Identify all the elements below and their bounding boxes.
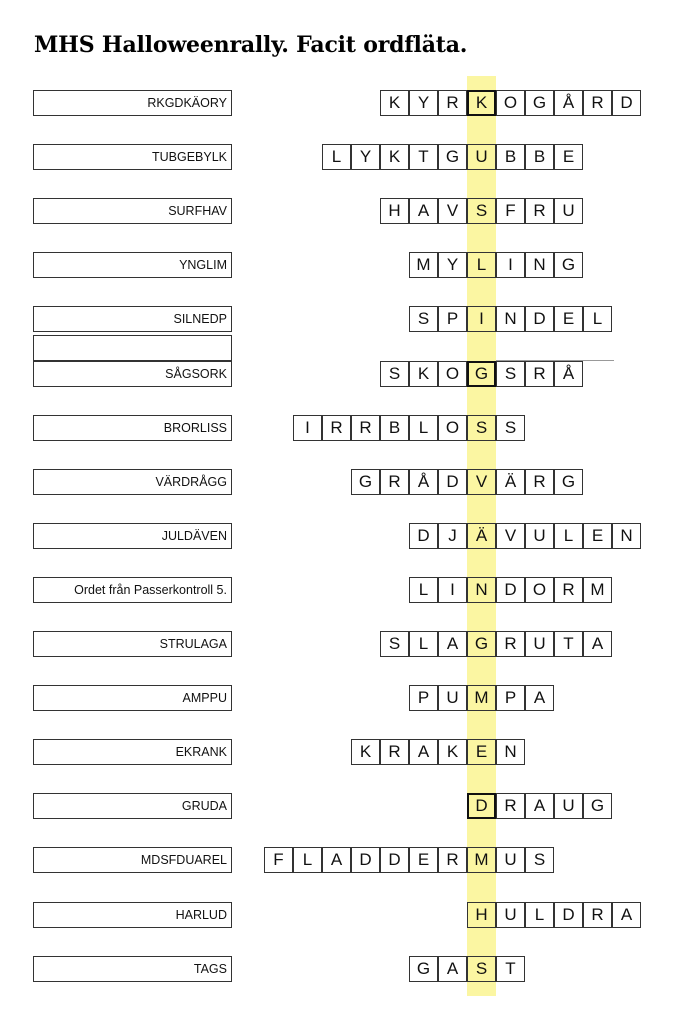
key-letter-cell: G <box>467 631 496 657</box>
letter-cell: L <box>409 415 438 441</box>
letter-cell: L <box>583 306 612 332</box>
letter-cell: R <box>554 577 583 603</box>
key-letter-cell: G <box>467 361 496 387</box>
letter-cell: J <box>438 523 467 549</box>
clue-text: TUBGEBYLK <box>151 150 227 164</box>
letter-cell: R <box>351 415 380 441</box>
letter-cell: A <box>525 685 554 711</box>
clue-text: SILNEDP <box>173 312 227 326</box>
clue-text: AMPPU <box>182 691 227 705</box>
clue-text: HARLUD <box>175 908 227 922</box>
letter-cell: R <box>583 902 612 928</box>
key-letter-cell: I <box>467 306 496 332</box>
letter-cell: N <box>496 739 525 765</box>
letter-cell: R <box>583 90 612 116</box>
letter-cell: Ä <box>496 469 525 495</box>
letter-cell: N <box>525 252 554 278</box>
letter-cell: P <box>496 685 525 711</box>
letter-cell: A <box>409 739 438 765</box>
letter-cell: G <box>438 144 467 170</box>
clue-box <box>33 306 232 332</box>
letter-cell: M <box>583 577 612 603</box>
letter-cell: N <box>496 306 525 332</box>
letter-cell: E <box>554 144 583 170</box>
key-letter-cell: S <box>467 198 496 224</box>
clue-box <box>33 577 232 603</box>
letter-cell: D <box>496 577 525 603</box>
letter-cell: G <box>554 252 583 278</box>
key-letter-cell: M <box>467 685 496 711</box>
blank-clue-box <box>33 335 232 361</box>
letter-cell: H <box>380 198 409 224</box>
letter-cell: D <box>438 469 467 495</box>
letter-cell: D <box>380 847 409 873</box>
letter-cell: G <box>554 469 583 495</box>
key-letter-cell: E <box>467 739 496 765</box>
clue-text: GRUDA <box>181 799 227 813</box>
letter-cell: K <box>409 361 438 387</box>
letter-cell: Y <box>409 90 438 116</box>
letter-cell: R <box>525 198 554 224</box>
letter-cell: M <box>409 252 438 278</box>
letter-cell: R <box>525 469 554 495</box>
letter-cell: F <box>496 198 525 224</box>
letter-cell: S <box>496 415 525 441</box>
letter-cell: T <box>496 956 525 982</box>
clue-box <box>33 198 232 224</box>
answer-row <box>380 90 641 116</box>
letter-cell: E <box>409 847 438 873</box>
clue-box <box>33 631 232 657</box>
letter-cell: U <box>525 631 554 657</box>
answer-row <box>380 361 583 387</box>
letter-cell: A <box>322 847 351 873</box>
letter-cell: P <box>409 685 438 711</box>
letter-cell: R <box>322 415 351 441</box>
letter-cell: L <box>322 144 351 170</box>
letter-cell: D <box>612 90 641 116</box>
letter-cell: R <box>380 469 409 495</box>
letter-cell: D <box>351 847 380 873</box>
clue-box <box>33 469 232 495</box>
letter-cell: S <box>496 361 525 387</box>
clue-box <box>33 793 232 819</box>
clue-text: YNGLIM <box>179 258 227 272</box>
letter-cell: B <box>525 144 554 170</box>
letter-cell: G <box>409 956 438 982</box>
clue-box <box>33 956 232 982</box>
answer-row <box>322 144 583 170</box>
letter-cell: Y <box>438 252 467 278</box>
letter-cell: D <box>409 523 438 549</box>
key-letter-cell: V <box>467 469 496 495</box>
letter-cell: L <box>293 847 322 873</box>
clue-text: VÄRDRÅGG <box>155 475 227 489</box>
letter-cell: L <box>409 577 438 603</box>
letter-cell: A <box>525 793 554 819</box>
answer-row <box>293 415 525 441</box>
letter-cell: R <box>496 631 525 657</box>
letter-cell: T <box>554 631 583 657</box>
letter-cell: V <box>438 198 467 224</box>
letter-cell: Å <box>554 361 583 387</box>
clue-box <box>33 739 232 765</box>
key-letter-cell: Ä <box>467 523 496 549</box>
letter-cell: R <box>496 793 525 819</box>
letter-cell: O <box>525 577 554 603</box>
letter-cell: U <box>496 902 525 928</box>
letter-cell: U <box>554 793 583 819</box>
clue-text: BRORLISS <box>163 421 227 435</box>
letter-cell: R <box>438 90 467 116</box>
letter-cell: F <box>264 847 293 873</box>
clue-text: RKGDKÄORY <box>147 96 227 110</box>
page-title: MHS Halloweenrally. Facit ordfläta. <box>34 32 468 58</box>
clue-box <box>33 847 232 873</box>
letter-cell: B <box>496 144 525 170</box>
letter-cell: I <box>496 252 525 278</box>
letter-cell: V <box>496 523 525 549</box>
letter-cell: N <box>612 523 641 549</box>
letter-cell: O <box>496 90 525 116</box>
clue-text: STRULAGA <box>159 637 227 651</box>
key-letter-cell: N <box>467 577 496 603</box>
letter-cell: A <box>409 198 438 224</box>
letter-cell: A <box>438 631 467 657</box>
answer-row <box>351 739 525 765</box>
answer-row <box>467 902 641 928</box>
key-letter-cell: D <box>467 793 496 819</box>
answer-row <box>409 685 554 711</box>
answer-row <box>467 793 612 819</box>
clue-box <box>33 144 232 170</box>
key-letter-cell: U <box>467 144 496 170</box>
letter-cell: A <box>583 631 612 657</box>
answer-row <box>409 306 612 332</box>
key-letter-cell: S <box>467 956 496 982</box>
answer-row <box>409 252 583 278</box>
letter-cell: K <box>380 144 409 170</box>
letter-cell: U <box>496 847 525 873</box>
letter-cell: I <box>438 577 467 603</box>
letter-cell: O <box>438 361 467 387</box>
letter-cell: R <box>380 739 409 765</box>
answer-row <box>380 198 583 224</box>
letter-cell: Y <box>351 144 380 170</box>
clue-box <box>33 252 232 278</box>
letter-cell: E <box>554 306 583 332</box>
key-letter-cell: K <box>467 90 496 116</box>
letter-cell: S <box>525 847 554 873</box>
letter-cell: U <box>554 198 583 224</box>
clue-text: TAGS <box>193 962 227 976</box>
letter-cell: R <box>438 847 467 873</box>
clue-text: SÅGSORK <box>165 367 227 381</box>
clue-box <box>33 523 232 549</box>
letter-cell: K <box>438 739 467 765</box>
key-letter-cell: M <box>467 847 496 873</box>
letter-cell: S <box>409 306 438 332</box>
answer-row <box>409 523 641 549</box>
answer-row <box>409 956 525 982</box>
letter-cell: P <box>438 306 467 332</box>
letter-cell: Å <box>554 90 583 116</box>
clue-text: JULDÄVEN <box>161 529 227 543</box>
letter-cell: K <box>351 739 380 765</box>
letter-cell: B <box>380 415 409 441</box>
answer-row <box>409 577 612 603</box>
clue-text: Ordet från Passerkontroll 5. <box>74 583 227 597</box>
letter-cell: O <box>438 415 467 441</box>
clue-box <box>33 685 232 711</box>
clue-text: SURFHAV <box>168 204 227 218</box>
letter-cell: S <box>380 631 409 657</box>
clue-box <box>33 415 232 441</box>
key-letter-cell: S <box>467 415 496 441</box>
letter-cell: Å <box>409 469 438 495</box>
letter-cell: L <box>525 902 554 928</box>
answer-row <box>264 847 554 873</box>
letter-cell: K <box>380 90 409 116</box>
letter-cell: A <box>438 956 467 982</box>
letter-cell: A <box>612 902 641 928</box>
answer-row <box>380 631 612 657</box>
letter-cell: I <box>293 415 322 441</box>
letter-cell: U <box>438 685 467 711</box>
letter-cell: U <box>525 523 554 549</box>
clue-text: EKRANK <box>175 745 227 759</box>
letter-cell: D <box>525 306 554 332</box>
key-letter-cell: L <box>467 252 496 278</box>
clue-box <box>33 361 232 387</box>
clue-box <box>33 90 232 116</box>
letter-cell: D <box>554 902 583 928</box>
letter-cell: R <box>525 361 554 387</box>
letter-cell: G <box>583 793 612 819</box>
clue-text: MDSFDUAREL <box>140 853 227 867</box>
letter-cell: L <box>554 523 583 549</box>
letter-cell: T <box>409 144 438 170</box>
letter-cell: L <box>409 631 438 657</box>
letter-cell: G <box>351 469 380 495</box>
key-letter-cell: H <box>467 902 496 928</box>
letter-cell: S <box>380 361 409 387</box>
answer-row <box>351 469 583 495</box>
clue-box <box>33 902 232 928</box>
letter-cell: G <box>525 90 554 116</box>
letter-cell: E <box>583 523 612 549</box>
